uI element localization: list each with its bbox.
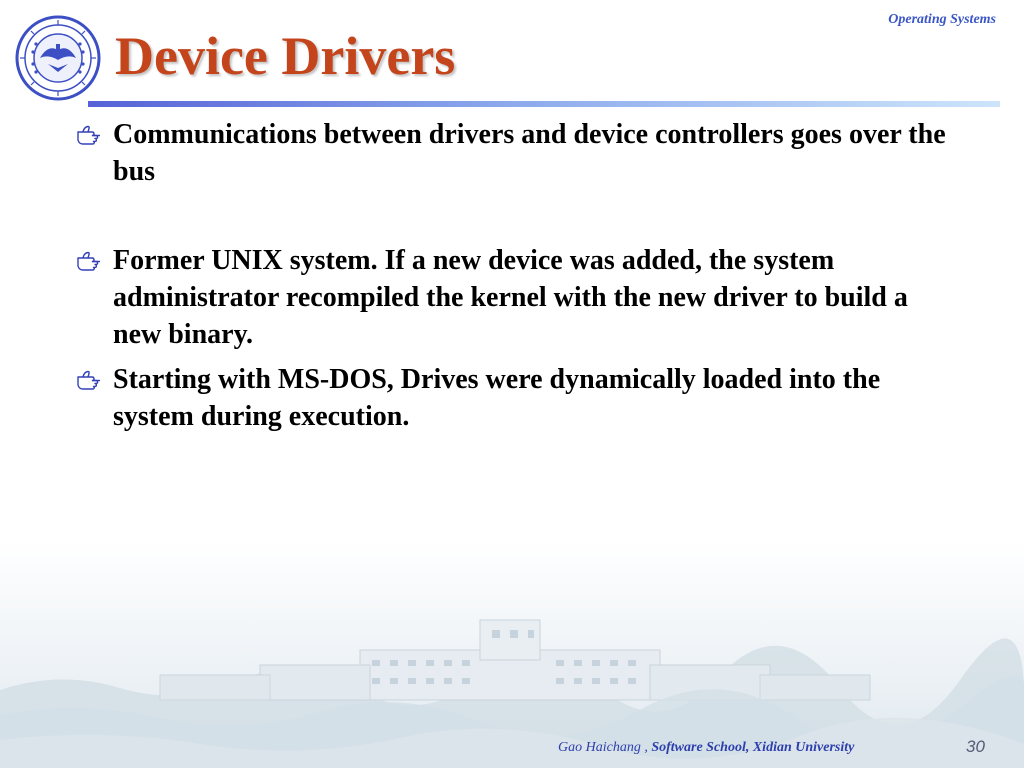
page-number: 30: [966, 737, 985, 756]
footer-author: Gao Haichang ,: [558, 740, 648, 755]
bullet-text: Former UNIX system. If a new device was added, the system administrator recompiled the kernel with the new driver to build a new binary.: [113, 245, 908, 350]
university-seal-icon: [14, 14, 102, 102]
bullet-list: [76, 116, 976, 435]
footer-credit: [558, 740, 854, 756]
title-divider: [88, 101, 1000, 107]
course-name: Operating Systems: [888, 12, 996, 27]
pointing-hand-icon: [76, 370, 104, 390]
campus-background-image: [0, 540, 1024, 768]
campus-building-illustration: [0, 540, 1024, 768]
bullet-item: [76, 242, 948, 353]
slide-title: Device Drivers: [115, 26, 456, 86]
footer-school: Software School, Xidian University: [651, 740, 855, 755]
pointing-hand-icon: [76, 251, 104, 271]
bullet-text: Communications between drivers and device controllers goes over the bus: [113, 119, 946, 187]
bullet-item: [76, 116, 948, 190]
pointing-hand-icon: [76, 125, 104, 145]
bullet-item: [76, 361, 948, 435]
bullet-text: Starting with MS-DOS, Drives were dynamically loaded into the system during execution.: [113, 364, 881, 432]
